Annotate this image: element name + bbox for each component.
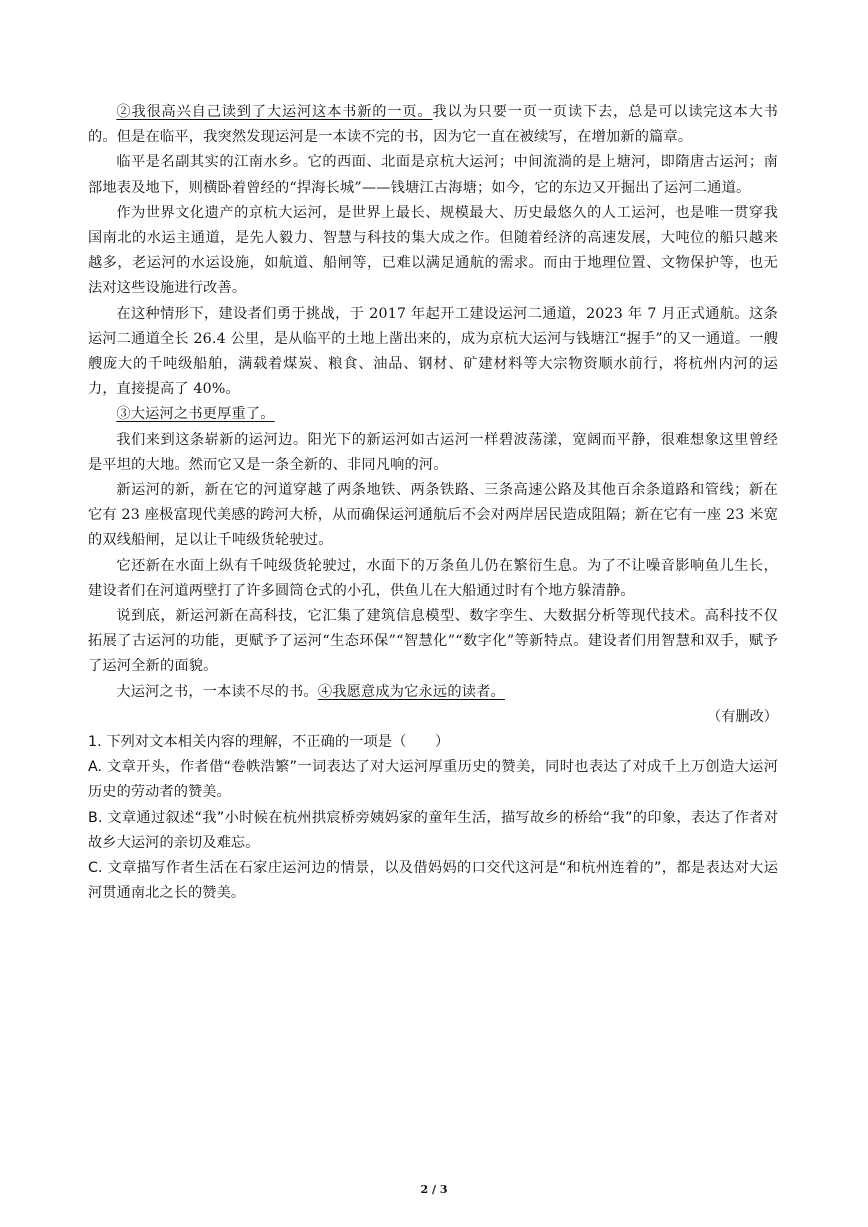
edit-note: （有删改） <box>707 708 778 725</box>
question-1-stem: 1. 下列对文本相关内容的理解，不正确的一项是（ ） <box>88 734 450 751</box>
underlined-sentence-4: ④我愿意成为它永远的读者。 <box>317 683 505 700</box>
paragraph-1 <box>88 100 778 150</box>
page-number: 2 / 3 <box>420 1183 448 1196</box>
paragraph-2: 临平是名副其实的江南水乡。它的西面、北面是京杭大运河；中间流淌的是上塘河，即隋唐古运河；南部地表及地下，则横卧着曾经的“捍海长城”——钱塘江古海塘；如今，它的东边又开掘出了运河二通道。 <box>88 154 778 196</box>
paragraph-8: 它还新在水面上纵有千吨级货轮驶过，水面下的万条鱼儿仍在繁衍生息。为了不让噪音影响鱼儿生长，建设者们在河道两壁打了许多圆筒仓式的小孔，供鱼儿在大船通过时有个地方躲清静。 <box>88 557 778 599</box>
paragraph-5 <box>88 402 778 427</box>
underlined-sentence-3: ③大运河之书更厚重了。 <box>116 406 275 423</box>
page-content <box>88 100 778 907</box>
paragraph-10-text: 大运河之书，一本读不尽的书。 <box>116 683 318 700</box>
paragraph-9: 说到底，新运河新在高科技，它汇集了建筑信息模型、数字孪生、大数据分析等现代技术。高科技不仅拓展了古运河的功能，更赋予了运河“生态环保”“智慧化”“数字化”等新特点。建设者们用智慧和双手，赋予了运河全新的面貌。 <box>88 608 778 675</box>
paragraph-1-text: 我以为只要一页一页读下去，总是可以读完这本大书的。但是在临平，我突然发现运河是一本读不完的书，因为它一直在被续写，在增加新的篇章。 <box>88 104 779 146</box>
option-c: C. 文章描写作者生活在石家庄运河边的情景，以及借妈妈的口交代这河是“和杭州连着的”，都是表达对大运河贯通南北之长的赞美。 <box>88 860 778 902</box>
paragraph-4: 在这种情形下，建设者们勇于挑战，于 2017 年起开工建设运河二通道，2023 年 7 月正式通航。这条运河二通道全长 26.4 公里，是从临平的土地上凿出来的，成为京杭大运河与钱塘江“握手”的又一通道。一艘艘庞大的千吨级船舶，满载着煤炭、粮食、油品、钢材、矿建材料等大宗物资顺水前行，将杭州内河的运力，直接提高了 40%。 <box>88 305 778 398</box>
underlined-sentence-2: ②我很高兴自己读到了大运河这本书新的一页。 <box>116 104 433 120</box>
paragraph-3: 作为世界文化遗产的京杭大运河，是世界上最长、规模最大、历史最悠久的人工运河，也是唯一贯穿我国南北的水运主通道，是先人毅力、智慧与科技的集大成之作。但随着经济的高速发展，大吨位的船只越来越多，老运河的水运设施，如航道、船闸等，已难以满足通航的需求。而由于地理位置、文物保护等，也无法对这些设施进行改善。 <box>88 204 778 297</box>
option-a: A. 文章开头，作者借“卷帙浩繁”一词表达了对大运河厚重历史的赞美，同时也表达了对成千上万创造大运河历史的劳动者的赞美。 <box>88 759 778 801</box>
paragraph-10 <box>88 680 778 705</box>
option-b: B. 文章通过叙述“我”小时候在杭州拱宸桥旁姨妈家的童年生活，描写故乡的桥给“我”的印象，表达了作者对故乡大运河的亲切及难忘。 <box>88 809 778 851</box>
paragraph-6: 我们来到这条崭新的运河边。阳光下的新运河如古运河一样碧波荡漾，宽阔而平静，很难想象这里曾经是平坦的大地。然而它又是一条全新的、非同凡响的河。 <box>88 431 778 473</box>
paragraph-7: 新运河的新，新在它的河道穿越了两条地铁、两条铁路、三条高速公路及其他百余条道路和管线；新在它有 23 座极富现代美感的跨河大桥，从而确保运河通航后不会对两岸居民造成阻隔；新在它有一座 23 米宽的双线船闸，足以让千吨级货轮驶过。 <box>88 482 778 549</box>
